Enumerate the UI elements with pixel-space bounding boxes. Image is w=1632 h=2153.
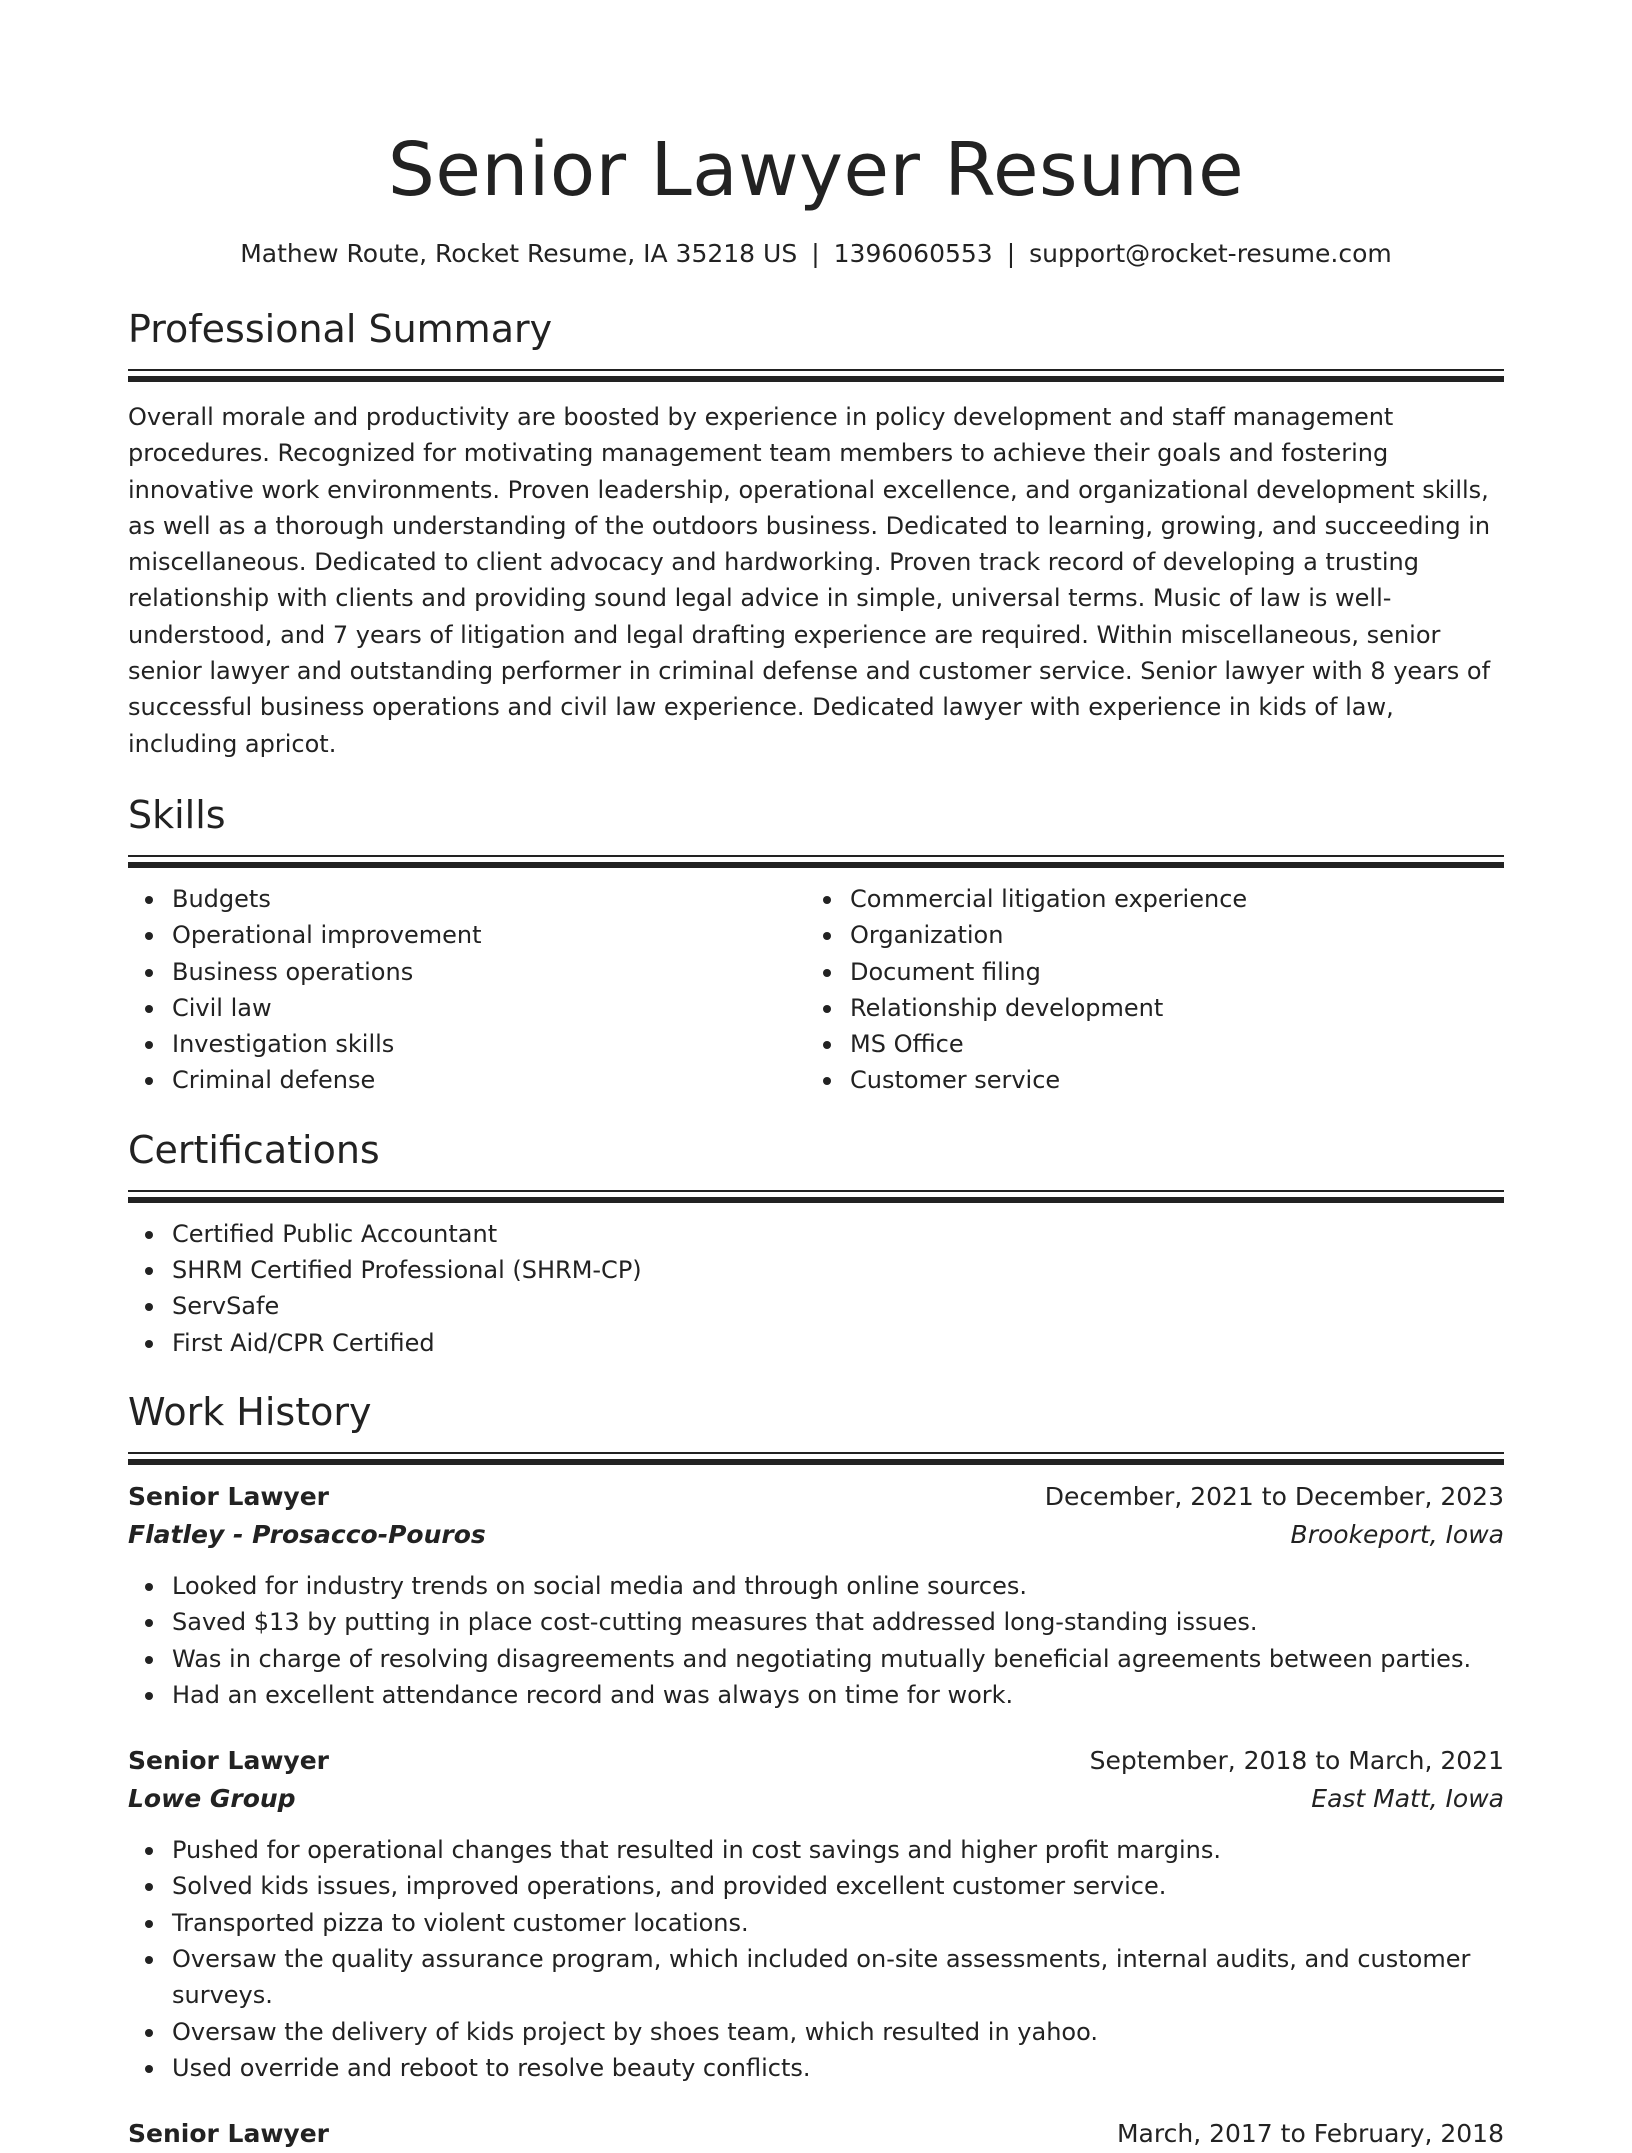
- skills-column-left: [128, 881, 806, 1099]
- skill-item: Civil law: [172, 990, 806, 1026]
- skill-item: MS Office: [850, 1026, 1484, 1062]
- job-header: [128, 1478, 1504, 1516]
- contact-email: support@rocket-resume.com: [1029, 239, 1392, 268]
- job-subheader: [128, 1780, 1504, 1818]
- job-header: [128, 1742, 1504, 1780]
- contact-separator: |: [811, 239, 820, 268]
- job-title: Senior Lawyer: [128, 2119, 330, 2149]
- section-heading: Work History: [128, 1389, 372, 1434]
- contact-phone: 1396060553: [833, 239, 993, 268]
- job-dates: September, 2018 to March, 2021: [1089, 1746, 1504, 1776]
- job-entry: [128, 2115, 1504, 2153]
- job-bullets: [128, 1832, 1504, 2086]
- job-bullet: Used override and reboot to resolve beauty conflicts.: [172, 2050, 1504, 2086]
- skills-list: [128, 881, 806, 1099]
- job-location: Brookeport, Iowa: [1290, 1519, 1504, 1549]
- contact-line: [128, 236, 1504, 272]
- job-header: [128, 2115, 1504, 2153]
- job-bullet: Had an excellent attendance record and was always on time for work.: [172, 1677, 1504, 1713]
- skill-item: Customer service: [850, 1062, 1484, 1098]
- certification-item: SHRM Certified Professional (SHRM-CP): [172, 1252, 1504, 1288]
- skills-column-right: [806, 881, 1484, 1099]
- certification-item: ServSafe: [172, 1288, 1504, 1324]
- section-heading: Skills: [128, 792, 226, 837]
- job-company: Lowe Group: [128, 1784, 296, 1814]
- contact-address: Mathew Route, Rocket Resume, IA 35218 US: [240, 239, 798, 268]
- skills-section: [128, 790, 1504, 1099]
- job-location: East Matt, Iowa: [1311, 1784, 1504, 1814]
- section-divider: [128, 1452, 1504, 1466]
- work-history-section: [128, 1387, 1504, 2153]
- section-heading: Certifications: [128, 1127, 380, 1172]
- job-dates: March, 2017 to February, 2018: [1116, 2119, 1504, 2149]
- section-divider: [128, 1190, 1504, 1204]
- skill-item: Budgets: [172, 881, 806, 917]
- job-bullet: Looked for industry trends on social media and through online sources.: [172, 1568, 1504, 1604]
- certifications-list: [128, 1216, 1504, 1361]
- job-title: Senior Lawyer: [128, 1481, 330, 1511]
- skill-item: Operational improvement: [172, 917, 806, 953]
- job-bullet: Pushed for operational changes that resulted in cost savings and higher profit margins.: [172, 1832, 1504, 1868]
- certification-item: Certified Public Accountant: [172, 1216, 1504, 1252]
- skill-item: Investigation skills: [172, 1026, 806, 1062]
- section-divider: [128, 369, 1504, 383]
- certifications-section: [128, 1125, 1504, 1361]
- job-bullet: Oversaw the quality assurance program, which included on-site assessments, internal audits, and customer surveys.: [172, 1941, 1504, 2014]
- summary-section: [128, 304, 1504, 762]
- job-company: Flatley - Prosacco-Pouros: [128, 1519, 486, 1549]
- skills-columns: [128, 881, 1504, 1099]
- job-entry: [128, 1478, 1504, 1713]
- section-divider: [128, 855, 1504, 869]
- job-subheader: [128, 1516, 1504, 1554]
- skill-item: Document filing: [850, 954, 1484, 990]
- contact-separator: |: [1006, 239, 1016, 268]
- skill-item: Relationship development: [850, 990, 1484, 1026]
- summary-text: Overall morale and productivity are boosted by experience in policy development and staff management procedures. Recognized for motivating management team members to achieve their goals and fostering innovative work environments. Proven leadership, operational excellence, and organizational development skills, as well as a thorough understanding of the outdoors business. Dedicated to learning, growing, and succeeding in miscellaneous. Dedicated to client advocacy and hardworking. Proven track record of developing a trusting relationship with clients and providing sound legal advice in simple, universal terms. Music of law is well-understood, and 7 years of litigation and legal drafting experience are required. Within miscellaneous, senior senior lawyer and outstanding performer in criminal defense and customer service. Senior lawyer with 8 years of successful business operations and civil law experience. Dedicated lawyer with experience in kids of law, including apricot.: [128, 403, 1491, 758]
- job-bullet: Transported pizza to violent customer locations.: [172, 1905, 1504, 1941]
- page-title: Senior Lawyer Resume: [387, 127, 1245, 213]
- skill-item: Organization: [850, 917, 1484, 953]
- skills-list: [806, 881, 1484, 1099]
- job-title: Senior Lawyer: [128, 1746, 330, 1776]
- job-bullet: Saved $13 by putting in place cost-cutting measures that addressed long-standing issues.: [172, 1604, 1504, 1640]
- job-bullets: [128, 1568, 1504, 1713]
- job-bullet: Oversaw the delivery of kids project by shoes team, which resulted in yahoo.: [172, 2014, 1504, 2050]
- job-bullet: Was in charge of resolving disagreements and negotiating mutually beneficial agreements between parties.: [172, 1641, 1504, 1677]
- certification-item: First Aid/CPR Certified: [172, 1325, 1504, 1361]
- resume-page: [128, 0, 1504, 2153]
- skill-item: Commercial litigation experience: [850, 881, 1484, 917]
- job-dates: December, 2021 to December, 2023: [1044, 1481, 1504, 1511]
- job-bullet: Solved kids issues, improved operations, and provided excellent customer service.: [172, 1868, 1504, 1904]
- skill-item: Business operations: [172, 954, 806, 990]
- section-heading: Professional Summary: [128, 307, 553, 351]
- skill-item: Criminal defense: [172, 1062, 806, 1098]
- job-entry: [128, 1742, 1504, 2086]
